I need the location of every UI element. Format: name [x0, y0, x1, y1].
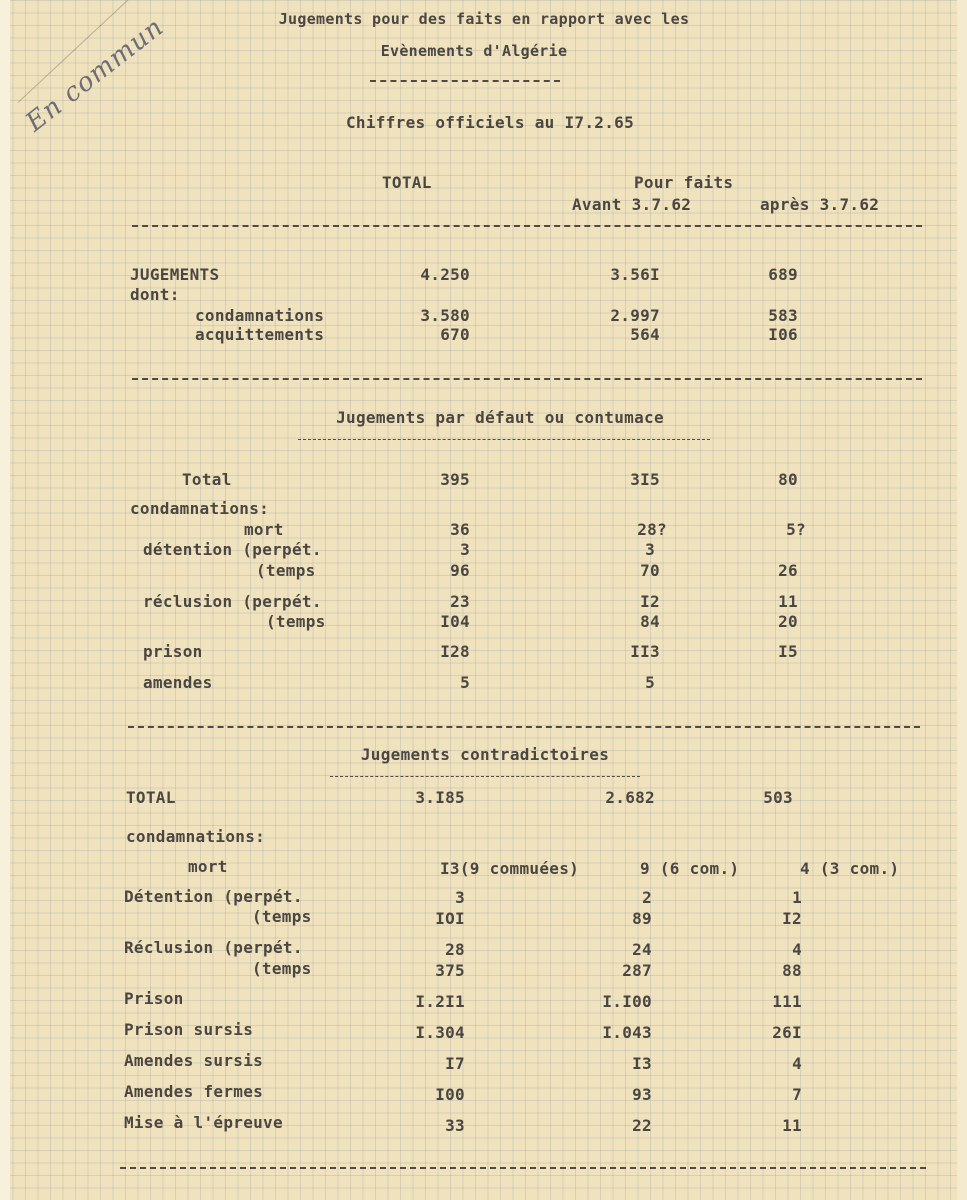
- defaut-mort-avant: 28?: [637, 520, 667, 539]
- contra-amendes-sursis-label: Amendes sursis: [124, 1051, 264, 1070]
- defaut-reclusion-temps-label: (temps: [266, 612, 326, 631]
- acquittements-total: 670: [440, 325, 470, 344]
- defaut-detention-perpet-total: 3: [460, 540, 470, 559]
- defaut-prison-total: I28: [440, 642, 470, 661]
- jugements-label: JUGEMENTS: [130, 265, 220, 284]
- defaut-amendes-label: amendes: [143, 673, 213, 692]
- contra-mise-epreuve-apres: 11: [782, 1116, 802, 1135]
- title-line-2: Evènements d'Algérie: [380, 42, 568, 60]
- defaut-total-total: 395: [440, 470, 470, 489]
- contra-prison-sursis-label: Prison sursis: [124, 1020, 254, 1039]
- defaut-reclusion-perpet-total: 23: [450, 592, 470, 611]
- contra-mise-epreuve-label: Mise à l'épreuve: [124, 1113, 283, 1132]
- contra-amendes-fermes-apres: 7: [792, 1085, 802, 1104]
- contra-prison-apres: 111: [772, 992, 802, 1011]
- contra-amendes-sursis-apres: 4: [792, 1054, 802, 1073]
- title-line-1: Jugements pour des faits en rapport avec les: [278, 10, 690, 28]
- defaut-amendes-avant: 5: [645, 673, 655, 692]
- contra-detention-temps-apres: I2: [782, 909, 802, 928]
- defaut-prison-label: prison: [143, 642, 203, 661]
- contra-detention-temps-label: (temps: [252, 907, 312, 926]
- contra-total-label: TOTAL: [126, 788, 176, 807]
- defaut-mort-apres: 5?: [786, 520, 806, 539]
- contra-mise-epreuve-avant: 22: [632, 1116, 652, 1135]
- condamnations-label: condamnations: [195, 306, 325, 325]
- contra-amendes-fermes-avant: 93: [632, 1085, 652, 1104]
- defaut-reclusion-temps-apres: 20: [778, 612, 798, 631]
- defaut-detention-temps-label: (temps: [256, 561, 316, 580]
- acquittements-label: acquittements: [195, 325, 325, 344]
- contra-detention-perpet-avant: 2: [642, 888, 652, 907]
- defaut-detention-label: détention (perpét.: [143, 540, 322, 559]
- header-pour-faits: Pour faits: [634, 173, 734, 192]
- defaut-reclusion-perpet-apres: 11: [778, 592, 798, 611]
- defaut-prison-apres: I5: [778, 642, 798, 661]
- defaut-detention-temps-total: 96: [450, 561, 470, 580]
- defaut-total-apres: 80: [778, 470, 798, 489]
- defaut-total-avant: 3I5: [630, 470, 660, 489]
- contra-total-avant: 2.682: [605, 788, 655, 807]
- contra-reclusion-label: Réclusion (perpét.: [124, 938, 303, 957]
- contra-total-apres: 503: [763, 788, 793, 807]
- contra-detention-label: Détention (perpét.: [124, 887, 303, 906]
- contra-condamnations-label: condamnations:: [126, 827, 266, 846]
- handwritten-annotation: En commun: [20, 12, 170, 138]
- defaut-prison-avant: II3: [630, 642, 660, 661]
- header-total: TOTAL: [382, 173, 432, 192]
- defaut-mort-total: 36: [450, 520, 470, 539]
- contradictoires-title-underline: [330, 776, 640, 777]
- contra-prison-sursis-avant: I.043: [602, 1023, 652, 1042]
- contra-mort-label: mort: [188, 857, 228, 876]
- contra-detention-perpet-apres: 1: [792, 888, 802, 907]
- title-underline: [370, 80, 560, 82]
- defaut-amendes-total: 5: [460, 673, 470, 692]
- condamnations-avant: 2.997: [610, 306, 660, 325]
- bottom-divider: [120, 1167, 926, 1169]
- condamnations-apres: 583: [768, 306, 798, 325]
- contra-prison-avant: I.I00: [602, 992, 652, 1011]
- right-page-edge: [957, 0, 967, 1200]
- defaut-mort-label: mort: [244, 520, 284, 539]
- subtitle: Chiffres officiels au I7.2.65: [345, 113, 635, 132]
- jugements-dont: dont:: [130, 285, 180, 304]
- contra-reclusion-perpet-total: 28: [445, 940, 465, 959]
- section-divider-1: [132, 378, 922, 380]
- contra-amendes-fermes-label: Amendes fermes: [124, 1082, 264, 1101]
- jugements-apres: 689: [768, 265, 798, 284]
- contra-reclusion-perpet-apres: 4: [792, 940, 802, 959]
- defaut-title-underline: [298, 439, 710, 440]
- acquittements-avant: 564: [630, 325, 660, 344]
- defaut-reclusion-temps-avant: 84: [640, 612, 660, 631]
- contra-reclusion-temps-total: 375: [435, 961, 465, 980]
- contra-detention-temps-avant: 89: [632, 909, 652, 928]
- contra-reclusion-temps-apres: 88: [782, 961, 802, 980]
- header-apres: après 3.7.62: [760, 195, 880, 214]
- defaut-condamnations-label: condamnations:: [130, 499, 270, 518]
- contra-mise-epreuve-total: 33: [445, 1116, 465, 1135]
- contra-detention-temps-total: IOI: [435, 909, 465, 928]
- defaut-detention-perpet-avant: 3: [645, 540, 655, 559]
- header-avant: Avant 3.7.62: [572, 195, 692, 214]
- contra-reclusion-perpet-avant: 24: [632, 940, 652, 959]
- jugements-avant: 3.56I: [610, 265, 660, 284]
- left-page-edge: [0, 0, 10, 1200]
- condamnations-total: 3.580: [420, 306, 470, 325]
- defaut-total-label: Total: [182, 470, 232, 489]
- defaut-detention-temps-avant: 70: [640, 561, 660, 580]
- contra-prison-sursis-apres: 26I: [772, 1023, 802, 1042]
- contra-prison-label: Prison: [124, 989, 184, 1008]
- contra-total-total: 3.I85: [415, 788, 465, 807]
- defaut-reclusion-perpet-avant: I2: [640, 592, 660, 611]
- contra-mort-total: I3(9 commuées): [440, 859, 580, 878]
- defaut-reclusion-temps-total: I04: [440, 612, 470, 631]
- jugements-total: 4.250: [420, 265, 470, 284]
- contra-amendes-fermes-total: I00: [435, 1085, 465, 1104]
- defaut-reclusion-label: réclusion (perpét.: [143, 592, 322, 611]
- contra-reclusion-temps-avant: 287: [622, 961, 652, 980]
- defaut-detention-temps-apres: 26: [778, 561, 798, 580]
- section-divider-2: [128, 726, 920, 728]
- contra-amendes-sursis-total: I7: [445, 1054, 465, 1073]
- contra-mort-avant: 9 (6 com.): [640, 859, 740, 878]
- contradictoires-title: Jugements contradictoires: [360, 745, 610, 764]
- contra-prison-sursis-total: I.304: [415, 1023, 465, 1042]
- contra-amendes-sursis-avant: I3: [632, 1054, 652, 1073]
- acquittements-apres: I06: [768, 325, 798, 344]
- contra-detention-perpet-total: 3: [455, 888, 465, 907]
- contra-mort-apres: 4 (3 com.): [800, 859, 900, 878]
- contra-prison-total: I.2I1: [415, 992, 465, 1011]
- defaut-title: Jugements par défaut ou contumace: [336, 408, 664, 427]
- header-divider: [132, 225, 922, 227]
- contra-reclusion-temps-label: (temps: [252, 959, 312, 978]
